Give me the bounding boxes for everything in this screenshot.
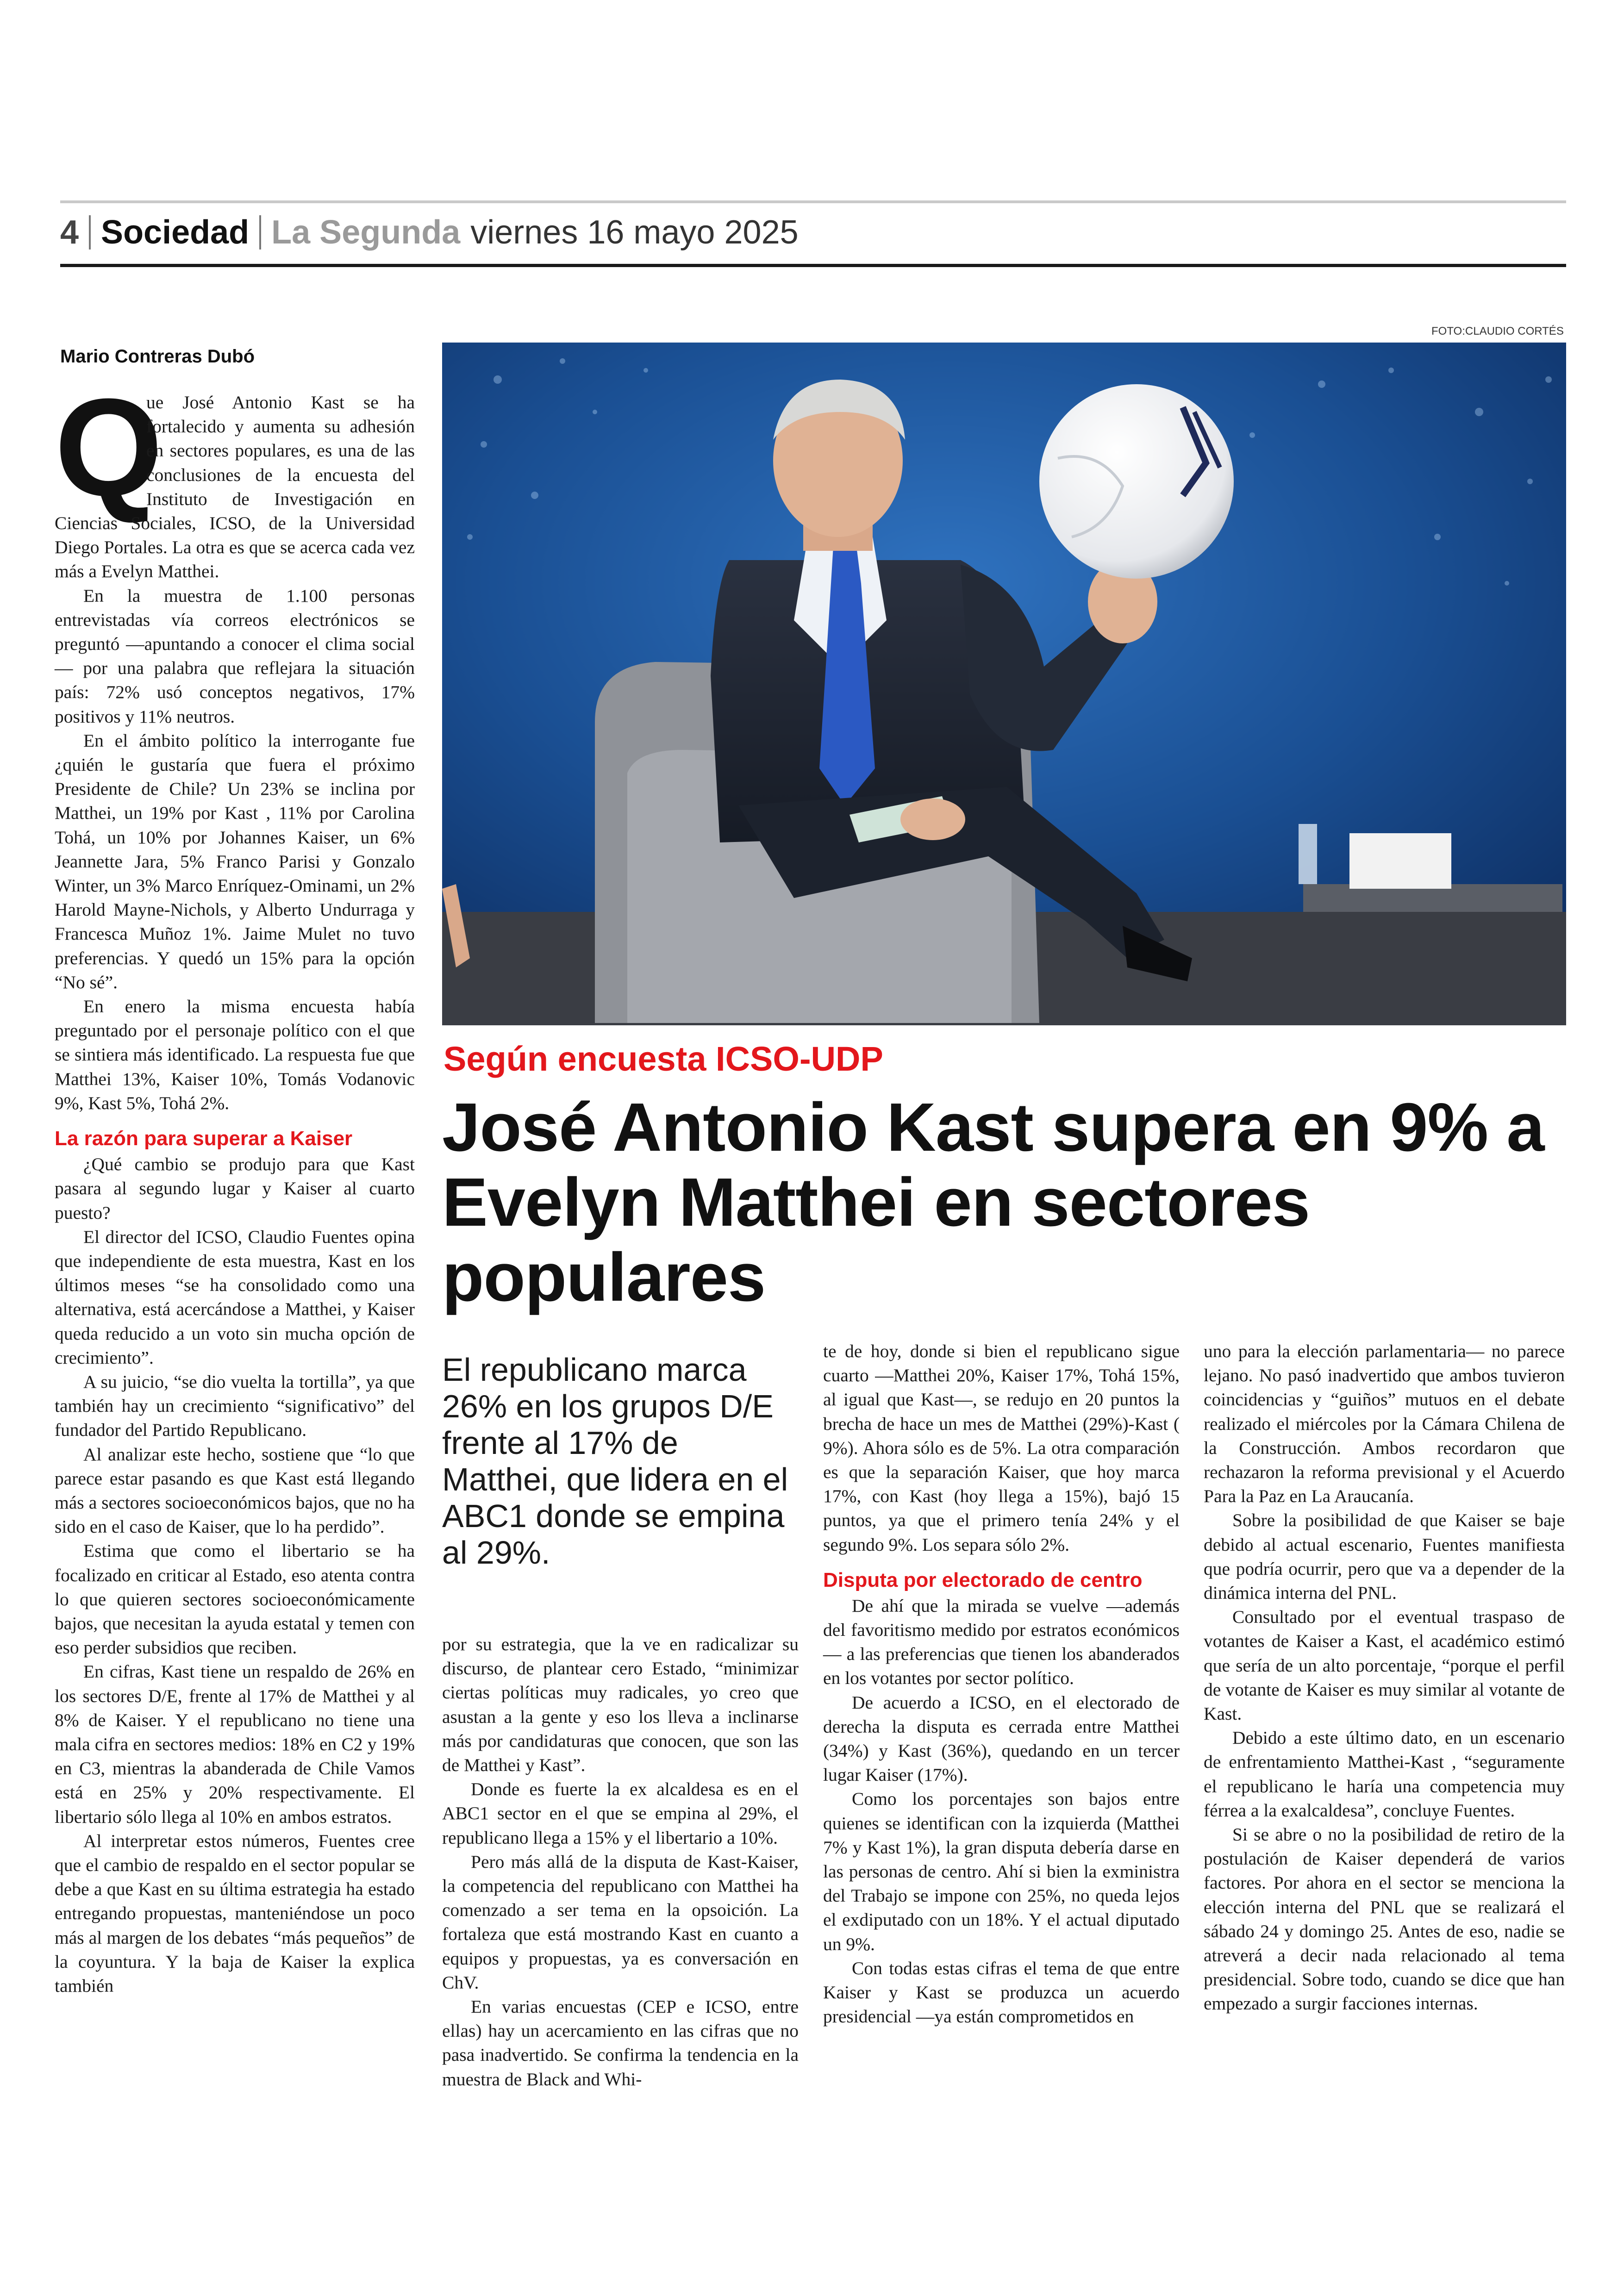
headline: José Antonio Kast supera en 9% a Evelyn Matthei en sectores populares bbox=[442, 1089, 1544, 1316]
paragraph: El director del ICSO, Claudio Fuentes opina que independiente de esta muestra, Kast en los últimos meses “se ha consolidado como una alternativa, está acercándose a Matthei, y Kaiser queda reducido a un voto sin mucha opción de crecimiento”. bbox=[55, 1226, 415, 1368]
byline: Mario Contreras Dubó bbox=[60, 346, 255, 367]
photo-credit: FOTO:CLAUDIO CORTÉS bbox=[1431, 325, 1564, 337]
column-1 bbox=[55, 369, 415, 1998]
paragraph: En la muestra de 1.100 personas entrevistadas vía correos electrónicos se preguntó —apuntando a conocer el clima social— por una palabra que reflejara la situación país: 72% usó conceptos negativos, 17% positivos y 11% neutros. bbox=[55, 585, 415, 727]
paragraph: ue José Antonio Kast se ha fortalecido y aumenta su adhesión en sectores populares, es una de las conclusiones de la encuesta del Instituto de Investigación en Ciencias Sociales, ICSO, de la Universidad Diego Portales. La otra es que se acerca cada vez más a Evelyn Matthei. bbox=[55, 392, 415, 582]
paragraph: Sobre la posibilidad de que Kaiser se baje debido al actual escenario, Fuentes manifiesta que podría ocurrir, pero que va a depender de la dinámica interna del PNL. bbox=[1204, 1510, 1565, 1603]
kicker: Según encuesta ICSO-UDP bbox=[443, 1040, 883, 1078]
subhead: Disputa por electorado de centro bbox=[823, 1568, 1143, 1591]
paragraph: En varias encuestas (CEP e ICSO, entre ellas) hay un acercamiento en las cifras que no pasa inadvertido. Se confirma la tendencia en la muestra de Black and Whi- bbox=[442, 1996, 799, 2089]
article-photo bbox=[442, 343, 1566, 1025]
paragraph: Pero más allá de la disputa de Kast-Kaiser, la competencia del republicano con Matthei ha comenzado a ser tema en la opsoición. La fortaleza que está mostrando Kast en cuanto a equipos y propuestas, ya es conversación en ChV. bbox=[442, 1851, 799, 1993]
paragraph: uno para la elección parlamentaria— no parece lejano. No pasó inadvertido que ambos tuvieron coincidencias y “guiños” mutuos en el debate realizado el miércoles por la Cámara Chilena de la Construcción. Ambos recordaron que rechazaron la reforma previsional y el Acuerdo Para la Paz en La Araucanía. bbox=[1204, 1341, 1565, 1507]
header-top-rule bbox=[60, 200, 1566, 203]
column-3 bbox=[823, 1339, 1180, 2028]
paragraph: A su juicio, “se dio vuelta la tortilla”, ya que también hay un crecimiento “significativo” del fundador del Partido Republicano. bbox=[55, 1371, 415, 1441]
paragraph: Al interpretar estos números, Fuentes cree que el cambio de respaldo en el sector popular se debe a que Kast en su última estrategia ha estado entregando propuestas, manteniéndose un poco más al margen de los debates “más pequeños” de la coyuntura. Y la baja de Kaiser la explica también bbox=[55, 1830, 415, 1996]
paragraph: En enero la misma encuesta había preguntado por el personaje político con el que se sintiera más identificado. La respuesta fue que Matthei 13%, Kaiser 10%, Tomás Vodanovic 9%, Kast 5%, Tohá 2%. bbox=[55, 996, 415, 1113]
paragraph: Como los porcentajes son bajos entre quienes se identifican con la izquierda (Matthei 7% y Kast 1%), la gran disputa debería darse en las personas de centro. Ahí si bien la exministra del Trabajo se impone con 25%, no queda lejos el exdiputado con un 18%. Y el actual diputado un 9%. bbox=[823, 1789, 1180, 1954]
paragraph: Consultado por el eventual traspaso de votantes de Kaiser a Kast, el académico estimó que sería de un alto porcentaje, “porque el perfil de votante de Kaiser es muy similar al votante de Kast. bbox=[1204, 1607, 1565, 1724]
subhead: La razón para superar a Kaiser bbox=[55, 1127, 353, 1150]
paragraph: Al analizar este hecho, sostiene que “lo que parece estar pasando es que Kast está llegando más a sectores socioeconómicos bajos, que no ha sido en el caso de Kaiser, que lo ha perdido”. bbox=[55, 1444, 415, 1537]
header-divider bbox=[89, 215, 91, 249]
newspaper-name: La Segunda bbox=[271, 214, 461, 251]
paragraph: Si se abre o no la posibilidad de retiro de la postulación de Kaiser dependerá de varios factores. Por ahora en el sector se menciona la elección interna del PNL que se realizará el sábado 24 y domingo 25. Antes de eso, nadie se atreverá a decir nada relacionado al tema presidencial. Sobre todo, cuando se dice que han empezado a surgir facciones internas. bbox=[1204, 1824, 1565, 2014]
paragraph: ¿Qué cambio se produjo para que Kast pasara al segundo lugar y Kaiser al cuarto puesto? bbox=[55, 1154, 415, 1223]
issue-date: viernes 16 mayo 2025 bbox=[470, 214, 799, 251]
header-divider bbox=[259, 215, 261, 249]
paragraph: De ahí que la mirada se vuelve —además del favoritismo medido por estratos económicos— a las preferencias que tienen los abanderados en los votantes por sector político. bbox=[823, 1595, 1180, 1689]
column-2 bbox=[442, 1632, 799, 2091]
dropcap: Q bbox=[55, 369, 163, 525]
paragraph: En el ámbito político la interrogante fue ¿quién le gustaría que fuera el próximo Presidente de Chile? Un 23% se inclina por Matthei, un 19% por Kast , 11% por Carolina Tohá, un 10% por Johannes Kaiser, un 6% Jeannette Jara, 5% Franco Parisi y Gonzalo Winter, un 3% Marco Enríquez-Ominami, un 2% Harold Mayne-Nichols, y Alberto Undurraga y Francesca Muñoz 1%. Jaime Mulet no tuvo preferencias. Y quedó un 15% para la opción “No sé”. bbox=[55, 730, 415, 992]
column-4 bbox=[1204, 1339, 1565, 2016]
paragraph: En cifras, Kast tiene un respaldo de 26% en los sectores D/E, frente al 17% de Matthei y al 8% de Kaiser. Y el republicano no tiene una mala cifra en sectores medios: 18% en C2 y 19% en C3, mientras la abanderada de Chile Vamos está en 25% y 20% respectivamente. El libertario sólo llega al 10% en ambos estratos. bbox=[55, 1661, 415, 1827]
page-number: 4 bbox=[60, 214, 79, 251]
paragraph: Donde es fuerte la ex alcaldesa es en el ABC1 sector en el que se empina al 29%, el republicano llega a 15% y el libertario a 10%. bbox=[442, 1779, 799, 1848]
paragraph: De acuerdo a ICSO, en el electorado de derecha la disputa es cerrada entre Matthei (34%) y Kast (36%), quedando en un tercer lugar Kaiser (17%). bbox=[823, 1692, 1180, 1785]
paragraph: te de hoy, donde si bien el republicano sigue cuarto —Matthei 20%, Kaiser 17%, Tohá 15%, al igual que Kast—, se redujo en 20 puntos la brecha de hace un mes de Matthei (29%)-Kast ( 9%). Ahora sólo es de 5%. La otra comparación es que la separación Kaiser, que hoy marca 17%, con Kast (hoy llega a 15%), bajó 15 puntos, ya que el primero tenía 24% y el segundo 9%. Los separa sólo 2%. bbox=[823, 1341, 1180, 1555]
header-bottom-rule bbox=[60, 264, 1566, 267]
photo-illustration bbox=[442, 343, 1566, 1025]
paragraph: Debido a este último dato, en un escenario de enfrentamiento Matthei-Kast , “seguramente el republicano le haría una competencia muy férrea a la exalcaldesa”, concluye Fuentes. bbox=[1204, 1727, 1565, 1821]
paragraph: Con todas estas cifras el tema de que entre Kaiser y Kast se produzca un acuerdo presidencial —ya están comprometidos en bbox=[823, 1958, 1180, 2027]
paragraph: Estima que como el libertario se ha focalizado en criticar al Estado, eso atenta contra lo que quieren sectores socioeconómicamente bajos, que necesitan la ayuda estatal y temen con eso perder subsidios que reciben. bbox=[55, 1540, 415, 1658]
deck: El republicano marca 26% en los grupos D/E frente al 17% de Matthei, que lidera en el ABC1 donde se empina al 29%. bbox=[442, 1352, 788, 1571]
section-name: Sociedad bbox=[101, 214, 250, 251]
page-header bbox=[60, 209, 799, 256]
paragraph: por su estrategia, que la ve en radicalizar su discurso, de plantear cero Estado, “minimizar ciertas políticas muy radicales, yo creo que asustan a la gente y eso los lleva a inclinarse más por candidaturas que conocen, que son las de Matthei y Kast”. bbox=[442, 1634, 799, 1776]
